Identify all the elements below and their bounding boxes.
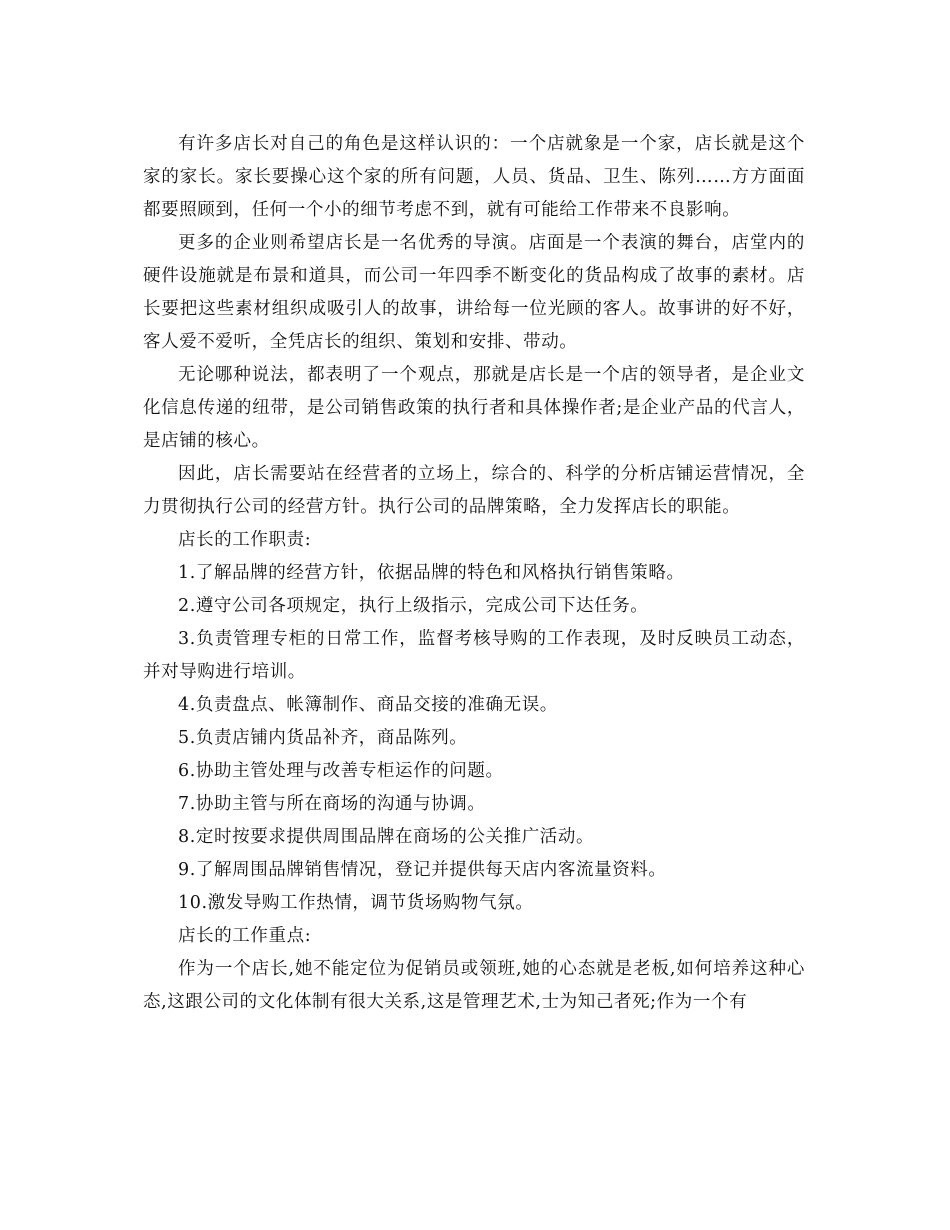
duty-item-9: 9.了解周围品牌销售情况，登记并提供每天店内客流量资料。 bbox=[178, 860, 667, 880]
duty-item-2: 2.遵守公司各项规定，执行上级指示，完成公司下达任务。 bbox=[178, 596, 649, 616]
duty-item-8: 8.定时按要求提供周围品牌在商场的公关推广活动。 bbox=[178, 827, 595, 847]
paragraph-role-family: 有许多店长对自己的角色是这样认识的：一个店就象是一个家，店长就是这个家的家长。家长要操心这个家的所有问题，人员、货品、卫生、陈列……方方面面都要照顾到，任何一个小的细节考虑不到，就有可能给工作带来不良影响。 bbox=[143, 134, 805, 220]
paragraph-role-operator: 因此，店长需要站在经营者的立场上，综合的、科学的分析店铺运营情况，全力贯彻执行公司的经营方针。执行公司的品牌策略，全力发挥店长的职能。 bbox=[143, 464, 805, 517]
section-heading-focus: 店长的工作重点: bbox=[178, 926, 312, 946]
section-heading-duties: 店长的工作职责: bbox=[178, 530, 312, 550]
paragraph-role-leader: 无论哪种说法，都表明了一个观点，那就是店长是一个店的领导者，是企业文化信息传递的纽带，是公司销售政策的执行者和具体操作者;是企业产品的代言人，是店铺的核心。 bbox=[143, 365, 805, 451]
duty-item-4: 4.负责盘点、帐簿制作、商品交接的准确无误。 bbox=[178, 695, 558, 715]
document-body bbox=[143, 128, 805, 1019]
paragraph-focus-mindset: 作为一个店长,她不能定位为促销员或领班,她的心态就是老板,如何培养这种心态,这跟公司的文化体制有很大关系,这是管理艺术,士为知己者死;作为一个有 bbox=[143, 959, 805, 1012]
duty-item-6: 6.协助主管处理与改善专柜运作的问题。 bbox=[178, 761, 504, 781]
paragraph-role-director: 更多的企业则希望店长是一名优秀的导演。店面是一个表演的舞台，店堂内的硬件设施就是布景和道具，而公司一年四季不断变化的货品构成了故事的素材。店长要把这些素材组织成吸引人的故事，讲给每一位光顾的客人。故事讲的好不好，客人爱不爱听，全凭店长的组织、策划和安排、带动。 bbox=[143, 233, 805, 352]
duty-item-10: 10.激发导购工作热情，调节货场购物气氛。 bbox=[178, 893, 534, 913]
duty-item-5: 5.负责店铺内货品补齐，商品陈列。 bbox=[178, 728, 468, 748]
duty-item-1: 1.了解品牌的经营方针，依据品牌的特色和风格执行销售策略。 bbox=[178, 563, 685, 583]
duty-item-7: 7.协助主管与所在商场的沟通与协调。 bbox=[178, 794, 486, 814]
duty-item-3: 3.负责管理专柜的日常工作，监督考核导购的工作表现，及时反映员工动态，并对导购进行培训。 bbox=[143, 629, 805, 682]
